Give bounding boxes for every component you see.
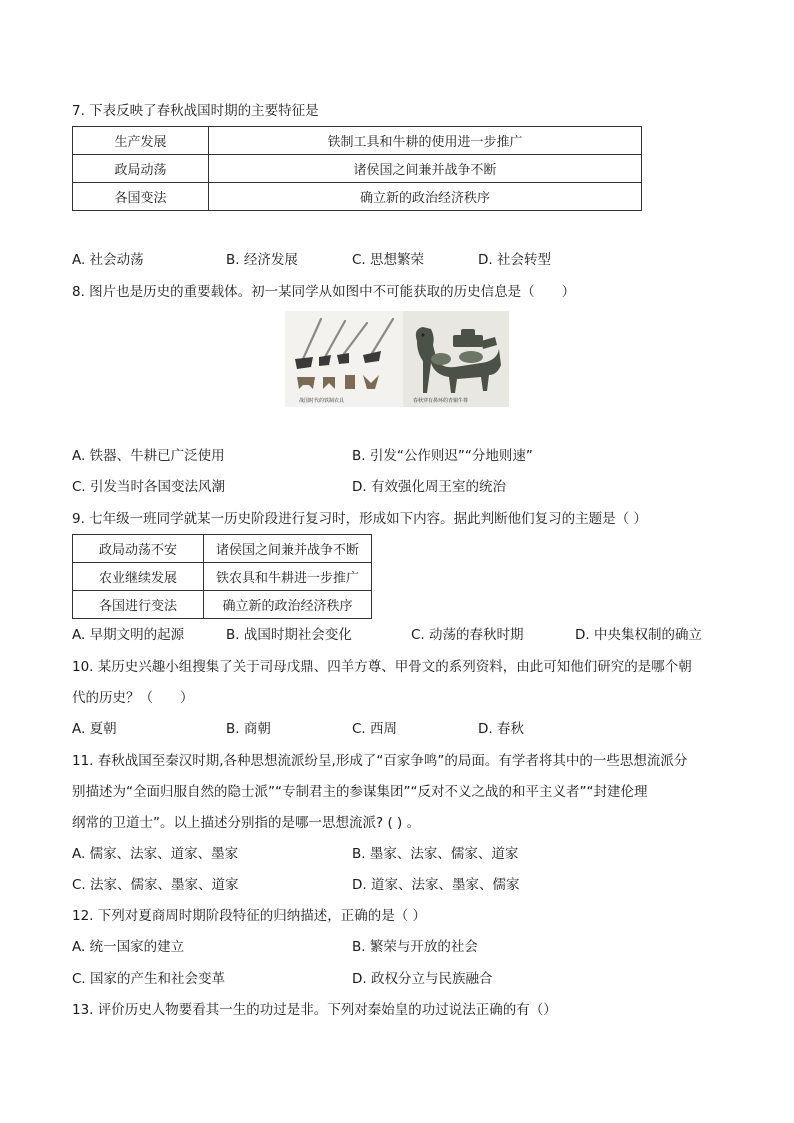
- q7-option-b[interactable]: B. 经济发展: [226, 252, 298, 268]
- q11-stem-line-2: 别描述为“全面归服自然的隐士派”“专制君主的参谋集团”“反对不义之战的和平主义者”“封建伦理: [72, 784, 648, 800]
- table-row: [73, 127, 642, 155]
- q10-option-d[interactable]: D. 春秋: [478, 721, 524, 737]
- artifacts-illustration: [285, 311, 509, 407]
- q8-option-a[interactable]: A. 铁器、牛耕已广泛使用: [72, 448, 225, 464]
- q10-stem-line-1: 10. 某历史兴趣小组搜集了关于司母戊鼎、四羊方尊、甲骨文的系列资料，由此可知他们研究的是哪个朝: [72, 659, 692, 675]
- q11-option-b[interactable]: B. 墨家、法家、儒家、道家: [352, 846, 519, 862]
- q8-caption-left: 战国时代的铁制农具: [299, 398, 345, 404]
- q8-figure: [285, 311, 509, 407]
- table-cell: 生产发展: [73, 127, 209, 155]
- q10-option-c[interactable]: C. 西周: [352, 721, 398, 737]
- table-cell: 政局动荡: [73, 155, 209, 183]
- q7-option-d[interactable]: D. 社会转型: [478, 252, 551, 268]
- q8-option-b[interactable]: B. 引发“公作则迟”“分地则速”: [352, 448, 533, 464]
- q12-stem: 12. 下列对夏商周时期阶段特征的归纳描述，正确的是（ ）: [72, 908, 427, 924]
- q11-option-c[interactable]: C. 法家、儒家、墨家、道家: [72, 877, 239, 893]
- table-row: [73, 591, 372, 619]
- q11-stem-line-1: 11. 春秋战国至秦汉时期,各种思想流派纷呈,形成了“百家争鸣”的局面。有学者将其中的一些思想流派分: [72, 753, 688, 769]
- table-cell: 各国变法: [73, 183, 209, 211]
- q9-stem: 9. 七年级一班同学就某一历史阶段进行复习时，形成如下内容。据此判断他们复习的主题是（ ）: [72, 511, 647, 527]
- q9-option-a[interactable]: A. 早期文明的起源: [72, 627, 185, 643]
- table-cell: 铁制工具和牛耕的使用进一步推广: [209, 127, 642, 155]
- q13-stem: 13. 评价历史人物要看其一生的功过是非。下列对秦始皇的功过说法正确的有（）: [72, 1002, 557, 1018]
- q12-option-c[interactable]: C. 国家的产生和社会变革: [72, 971, 226, 987]
- table-row: [73, 155, 642, 183]
- table-row: [73, 535, 372, 563]
- q7-option-a[interactable]: A. 社会动荡: [72, 252, 144, 268]
- q10-stem-line-2: 代的历史？（ ）: [72, 690, 194, 706]
- table-cell: 诸侯国之间兼并战争不断: [209, 155, 642, 183]
- table-row: [73, 563, 372, 591]
- q8-option-c[interactable]: C. 引发当时各国变法风潮: [72, 479, 226, 495]
- table-cell: 确立新的政治经济秩序: [209, 183, 642, 211]
- q8-stem: 8. 图片也是历史的重要载体。初一某同学从如图中不可能获取的历史信息是（ ）: [72, 284, 576, 300]
- table-cell: 政局动荡不安: [73, 535, 204, 563]
- table-cell: 铁农具和牛耕进一步推广: [204, 563, 372, 591]
- q10-option-b[interactable]: B. 商朝: [226, 721, 271, 737]
- q9-table: [72, 534, 372, 619]
- q10-option-a[interactable]: A. 夏朝: [72, 721, 117, 737]
- q12-option-b[interactable]: B. 繁荣与开放的社会: [352, 939, 478, 955]
- q9-option-c[interactable]: C. 动荡的春秋时期: [411, 627, 524, 643]
- q7-option-c[interactable]: C. 思想繁荣: [352, 252, 425, 268]
- table-cell: 各国进行变法: [73, 591, 204, 619]
- q11-stem-line-3: 纲常的卫道士”。以上描述分别指的是哪一思想流派? ( ) 。: [72, 815, 421, 831]
- table-cell: 农业继续发展: [73, 563, 204, 591]
- q8-option-d[interactable]: D. 有效强化周王室的统治: [352, 479, 506, 495]
- table-row: [73, 183, 642, 211]
- q11-option-a[interactable]: A. 儒家、法家、道家、墨家: [72, 846, 239, 862]
- q8-caption-right: 春秋穿有鼻环的青铜牛尊: [413, 398, 469, 404]
- q9-option-d[interactable]: D. 中央集权制的确立: [575, 627, 702, 643]
- table-cell: 诸侯国之间兼并战争不断: [204, 535, 372, 563]
- q9-option-b[interactable]: B. 战国时期社会变化: [226, 627, 352, 643]
- q7-table: [72, 126, 642, 211]
- q12-option-d[interactable]: D. 政权分立与民族融合: [352, 971, 493, 987]
- q12-option-a[interactable]: A. 统一国家的建立: [72, 939, 185, 955]
- q11-option-d[interactable]: D. 道家、法家、墨家、儒家: [352, 877, 520, 893]
- table-cell: 确立新的政治经济秩序: [204, 591, 372, 619]
- q7-stem: 7. 下表反映了春秋战国时期的主要特征是: [72, 103, 319, 119]
